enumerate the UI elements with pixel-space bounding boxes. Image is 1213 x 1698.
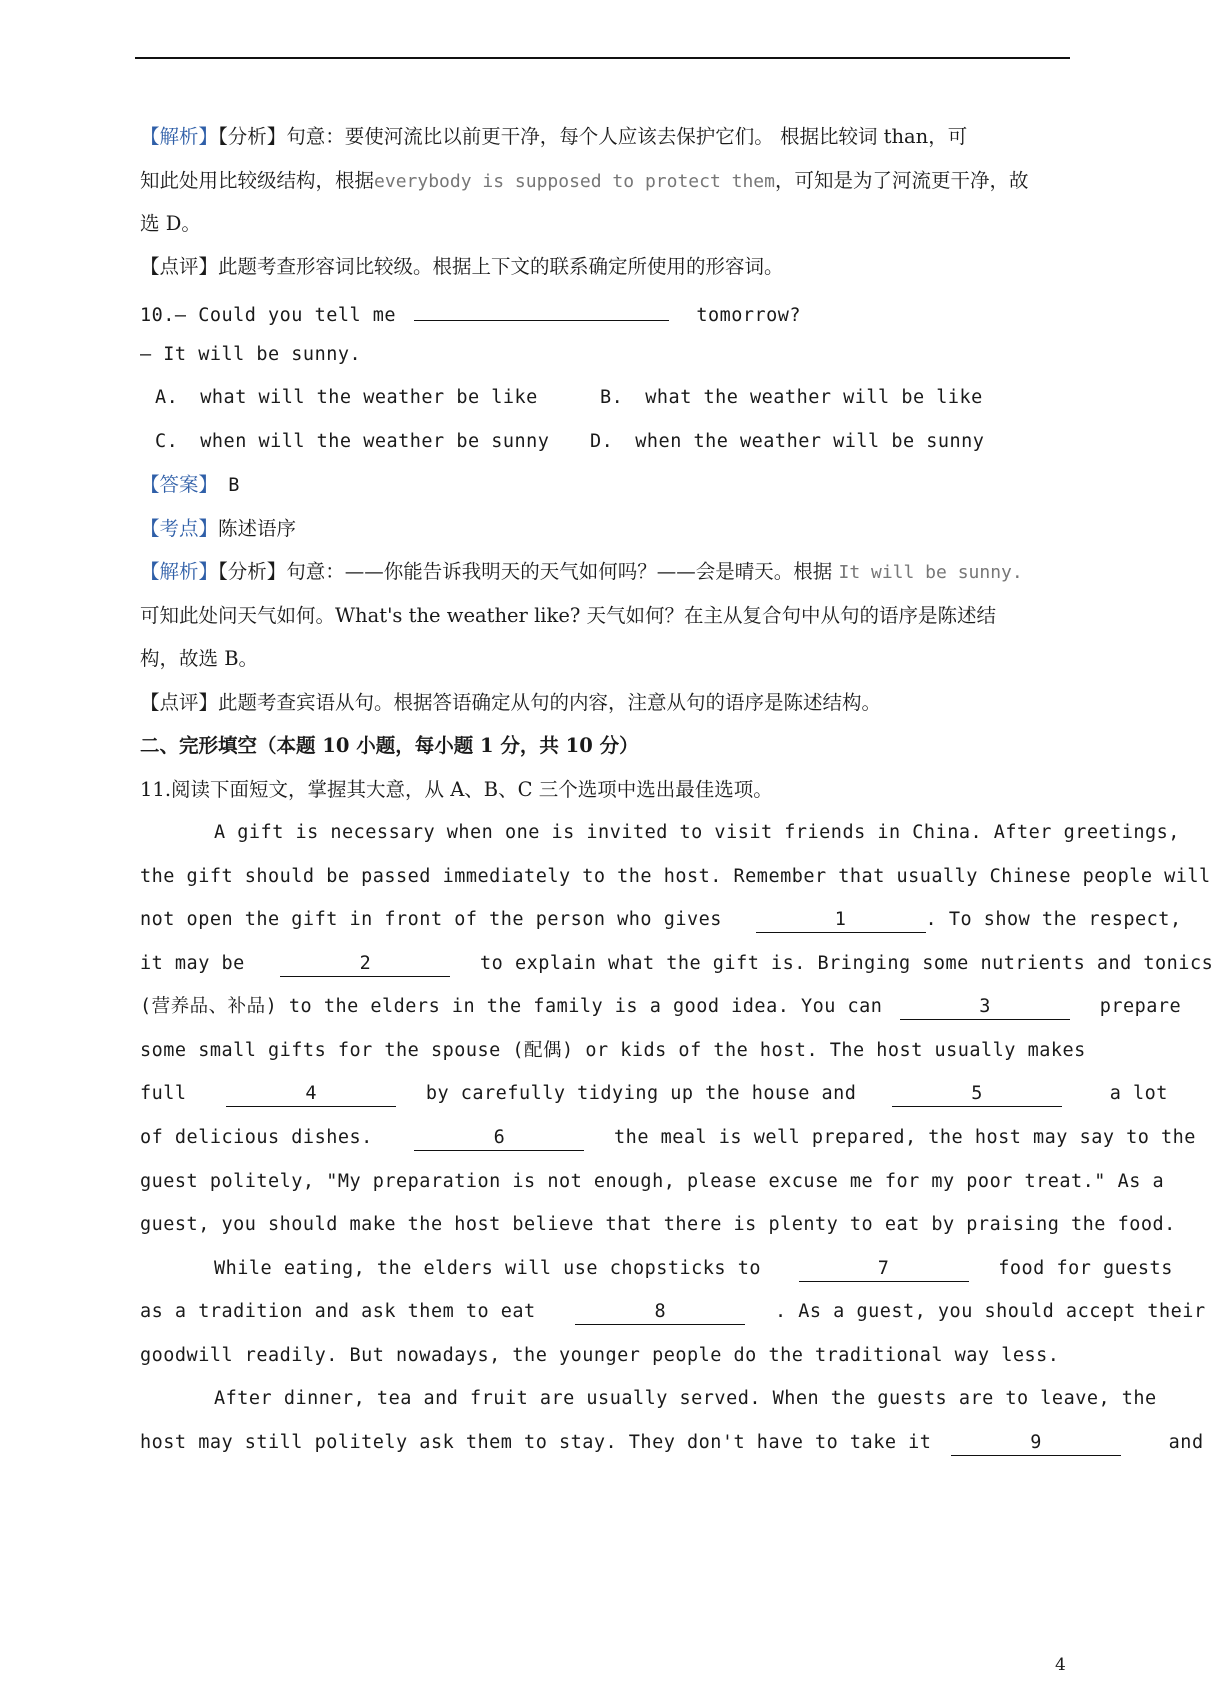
option-d: D. when the weather will be sunny [590, 431, 985, 452]
passage-p3-line2: host may still politely ask them to stay. They don't have to take it 9 and [140, 1428, 1070, 1458]
passage-p1-line4: it may be 2 to explain what the gift is. Bringing some nutrients and tonics [140, 949, 1070, 979]
q9-analysis-line3: 选 D。 [140, 212, 201, 235]
passage-p1-line1: A gift is necessary when one is invited to visit friends in China. After greetings, [214, 822, 1180, 843]
passage-p1-line10: guest, you should make the host believe that there is plenty to eat by praising the food. [140, 1214, 1176, 1235]
cloze-blank-9[interactable]: 9 [951, 1431, 1121, 1456]
header-rule [135, 57, 1070, 59]
q10-reply: — It will be sunny. [140, 344, 362, 365]
passage-p1-line2: the gift should be passed immediately to the host. Remember that usually Chinese people will [140, 866, 1211, 887]
q10-comment: 【点评】此题考查宾语从句。根据答语确定从句的内容，注意从句的语序是陈述结构。 [140, 691, 882, 714]
analysis-tag: 【解析】 [140, 125, 219, 148]
q9-analysis-line2: 知此处用比较级结构，根据everybody is supposed to protect them，可知是为了河流更干净，故 [140, 169, 1029, 192]
q10-point: 【考点】陈述语序 [140, 517, 297, 540]
passage-p1-line6: some small gifts for the spouse (配偶) or kids of the host. The host usually makes [140, 1040, 1086, 1061]
passage-p1-line7: full 4 by carefully tidying up the house and 5 a lot [140, 1079, 1070, 1109]
page-number: 4 [1055, 1655, 1066, 1675]
answer-tag: 【答案】 [140, 473, 219, 496]
q9-analysis-line1: 【解析】【分析】句意：要使河流比以前更干净，每个人应该去保护它们。 根据比较词 than，可 [140, 125, 968, 148]
q10-analysis-line2: 可知此处问天气如何。What's the weather like? 天气如何？在主从复合句中从句的语序是陈述结 [140, 604, 997, 627]
analysis-tag: 【解析】 [140, 560, 219, 583]
passage-p1-line9: guest politely, "My preparation is not enough, please excuse me for my poor treat." As a [140, 1171, 1165, 1192]
passage-p1-line5: (营养品、补品) to the elders in the family is a good idea. You can 3 prepare [140, 992, 1070, 1022]
q10-analysis-line1: 【解析】【分析】句意：——你能告诉我明天的天气如何吗？——会是晴天。根据 It will be sunny. [140, 560, 1023, 583]
passage-p2-line1: While eating, the elders will use chopsticks to 7 food for guests [214, 1254, 1144, 1284]
cloze-blank-5[interactable]: 5 [892, 1082, 1062, 1107]
passage-p2-line3: goodwill readily. But nowadays, the younger people do the traditional way less. [140, 1345, 1060, 1366]
cloze-blank-7[interactable]: 7 [799, 1257, 969, 1282]
cloze-blank-6[interactable]: 6 [414, 1126, 584, 1151]
section-instruction: 11.阅读下面短文，掌握其大意，从 A、B、C 三个选项中选出最佳选项。 [140, 778, 773, 801]
q10-answer: 【答案】 B [140, 473, 240, 496]
cloze-blank-8[interactable]: 8 [575, 1300, 745, 1325]
quoted-text: It will be sunny. [838, 562, 1023, 583]
cloze-blank-3[interactable]: 3 [900, 995, 1070, 1020]
q9-comment: 【点评】此题考查形容词比较级。根据上下文的联系确定所使用的形容词。 [140, 255, 784, 278]
option-a: A. what will the weather be like [155, 387, 538, 408]
quoted-text: everybody is supposed to protect them [374, 171, 775, 192]
option-b: B. what the weather will be like [600, 387, 983, 408]
passage-p1-line8: of delicious dishes. 6 the meal is well prepared, the host may say to the [140, 1123, 1070, 1153]
q10-stem: 10.— Could you tell me tomorrow? [140, 296, 1070, 326]
point-tag: 【考点】 [140, 517, 219, 540]
cloze-blank-1[interactable]: 1 [756, 908, 926, 933]
section-heading: 二、完形填空（本题 10 小题，每小题 1 分，共 10 分） [140, 734, 639, 757]
option-c: C. when will the weather be sunny [155, 431, 550, 452]
cloze-blank-2[interactable]: 2 [280, 952, 450, 977]
passage-p2-line2: as a tradition and ask them to eat 8 . As a guest, you should accept their [140, 1297, 1070, 1327]
passage-p3-line1: After dinner, tea and fruit are usually served. When the guests are to leave, the [214, 1388, 1157, 1409]
q10-answer-blank[interactable] [414, 296, 669, 321]
passage-p1-line3: not open the gift in front of the person who gives 1 . To show the respect, [140, 905, 1070, 935]
q10-analysis-line3: 构，故选 B。 [140, 647, 259, 670]
cloze-blank-4[interactable]: 4 [226, 1082, 396, 1107]
